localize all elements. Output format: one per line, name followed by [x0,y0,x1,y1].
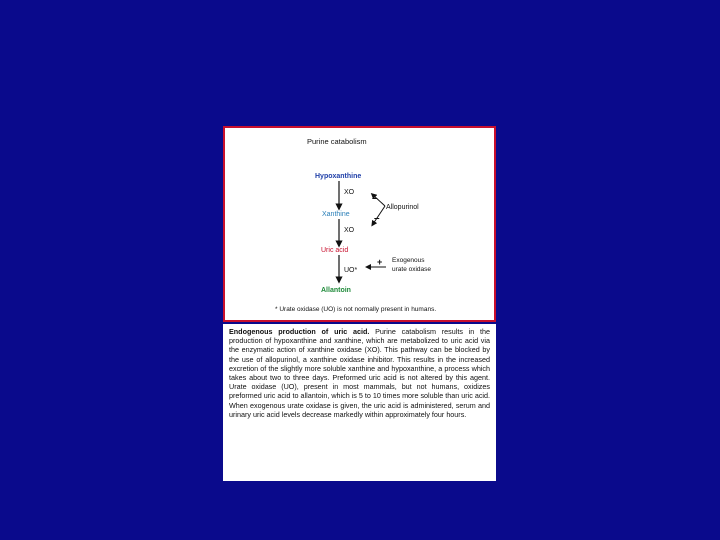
plus-sign: + [377,257,383,267]
caption-lead: Endogenous production of uric acid. [229,327,370,336]
diagram-footnote: * Urate oxidase (UO) is not normally present in humans. [275,306,437,313]
diagram-panel [223,126,496,322]
node-uric-acid: Uric acid [321,247,349,254]
node-xanthine: Xanthine [322,211,350,218]
exogenous-label-line1: Exogenous [392,257,425,264]
inhibit-sign-1: – [372,193,378,204]
enzyme-xo-2: XO [344,227,355,234]
enzyme-xo-1: XO [344,189,355,196]
node-hypoxanthine: Hypoxanthine [315,173,362,180]
node-allantoin: Allantoin [321,287,351,294]
diagram-title: Purine catabolism [307,137,367,146]
purine-catabolism-diagram [225,128,498,324]
inhibitor-label: Allopurinol [386,204,419,211]
exogenous-label-line2: urate oxidase [392,266,432,273]
inhibit-sign-2: – [374,213,380,224]
caption-panel [223,324,496,481]
enzyme-uo: UO* [344,267,358,274]
caption-body: Purine catabolism results in the production of hypoxanthine and xanthine, which are metabolized to uric acid via the enzymatic action of xanthine oxidase (XO). This pathway can be blocked by the use of allopurinol, a xanthine oxidase inhibitor. This results in the increased excretion of the slightly more soluble xanthine and hypoxanthine, a process which takes about two to three days. Preformed uric acid is not altered by this agent. Urate oxidase (UO), present in most mammals, but not humans, oxidizes preformed uric acid to allantoin, which is 5 to 10 times more soluble than uric acid. When exogenous urate oxidase is given, the uric acid is administered, serum and urinary uric acid levels decrease markedly within approximately four hours. [229,327,490,419]
